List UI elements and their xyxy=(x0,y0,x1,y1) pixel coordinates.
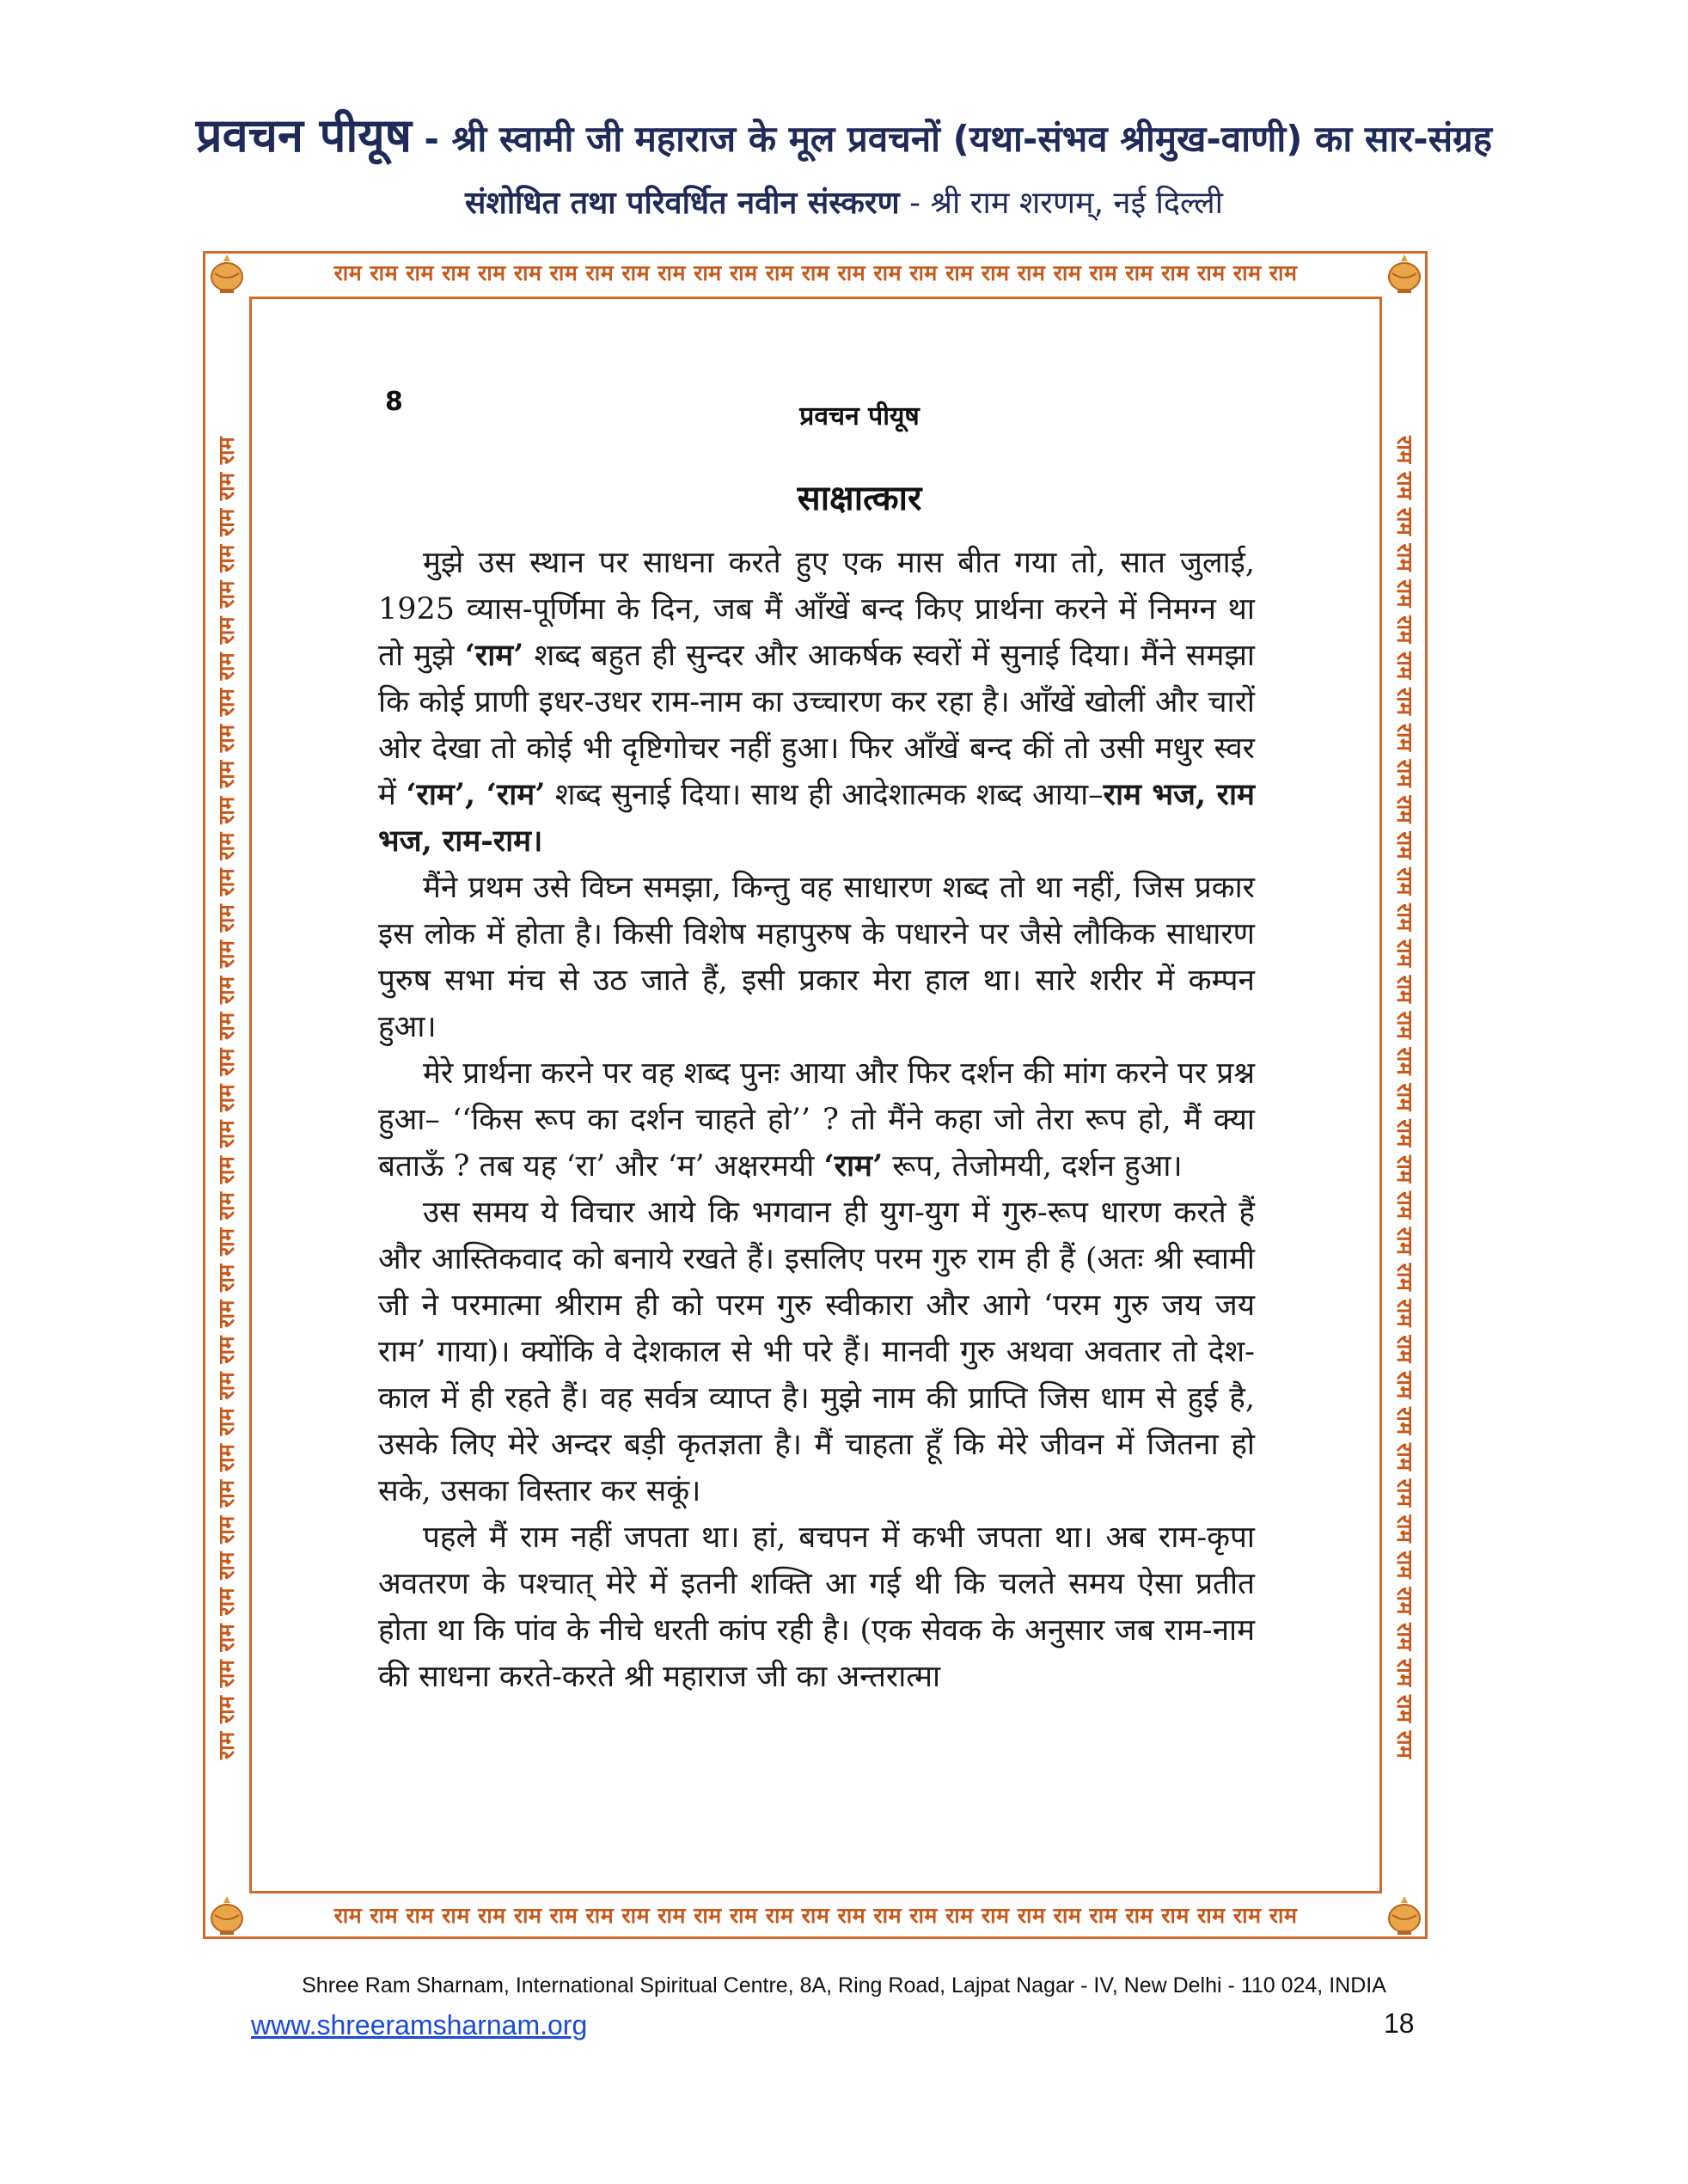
website-link[interactable]: www.shreeramsharnam.org xyxy=(251,2010,588,2040)
paragraph-text: मैंने प्रथम उसे विघ्न समझा, किन्तु वह साधारण शब्द तो था नहीं, जिस प्रकार इस लोक में होता है। किसी विशेष महापुरुष के पधारने पर जैसे लौकिक साधारण पुरुष सभा मंच से उठ जाते हैं, इसी प्रकार मेरा हाल था। सारे शरीर में कम्पन हुआ। xyxy=(378,871,1255,1044)
body-paragraph xyxy=(378,865,1255,1050)
body-paragraph xyxy=(378,1050,1255,1190)
ram-border-left: राम राम राम राम राम राम राम राम राम राम राम राम राम राम राम राम राम राम राम राम राम राम राम राम राम राम राम राम राम राम राम राम राम राम राम राम राम xyxy=(214,436,239,1759)
ram-border-top: राम राम राम राम राम राम राम राम राम राम राम राम राम राम राम राम राम राम राम राम राम राम राम राम राम राम राम xyxy=(333,260,1298,285)
emphasis-text: ‘राम’, ‘राम’ xyxy=(406,777,546,812)
document-header-edition xyxy=(0,182,1688,225)
paragraph-text: मुझे उस स्थान पर साधना करते हुए एक मास बीत गया तो, सात जुलाई, 1925 व्यास-पूर्णिमा के दिन, जब मैं आँखें बन्द किए प्रार्थना करने में निमग्न था तो मुझे xyxy=(378,546,1255,673)
body-paragraph xyxy=(378,1190,1255,1514)
decorative-pot-icon xyxy=(205,1893,249,1937)
body-paragraph xyxy=(378,1514,1255,1700)
title-separator: - xyxy=(411,118,452,160)
decorative-pot-icon xyxy=(1382,1893,1427,1937)
section-title: साक्षात्कार xyxy=(797,479,922,518)
footer-page-number: 18 xyxy=(1384,2008,1415,2039)
running-head: प्रवचन पीयूष xyxy=(799,401,920,431)
footer-address: Shree Ram Sharnam, International Spiritual Centre, 8A, Ring Road, Lajpat Nagar - IV, New Delhi - 110 024, INDIA xyxy=(302,1973,1386,1997)
book-subtitle: श्री स्वामी जी महाराज के मूल प्रवचनों (यथा-संभव श्रीमुख-वाणी) का सार-संग्रह xyxy=(451,118,1493,160)
paragraph-text: शब्द बहुत ही सुन्दर और आकर्षक स्वरों में सुनाई दिया। मैंने समझा कि कोई प्राणी इधर-उधर राम-नाम का उच्चारण कर रहा है। आँखें खोलीं और चारों ओर देखा तो कोई भी दृष्टिगोचर नहीं हुआ। फिर आँखें बन्द कीं तो उसी मधुर स्वर में xyxy=(378,639,1255,812)
ram-border-right: राम राम राम राम राम राम राम राम राम राम राम राम राम राम राम राम राम राम राम राम राम राम राम राम राम राम राम राम राम राम राम राम राम राम राम राम राम xyxy=(1392,436,1417,1759)
body-paragraph xyxy=(378,540,1255,865)
body-text xyxy=(378,540,1255,1700)
paragraph-text: मेरे प्रार्थना करने पर वह शब्द पुनः आया और फिर दर्शन की मांग करने पर प्रश्न हुआ– ‘‘किस रूप का दर्शन चाहते हो’’ ? तो मैंने कहा जो तेरा रूप हो, मैं क्या बताऊँ ? तब यह ‘रा’ और ‘म’ अक्षरमयी xyxy=(378,1056,1255,1184)
emphasis-text: राम भज, राम भज, राम-राम। xyxy=(378,777,1255,859)
book-page-number: 8 xyxy=(385,387,403,417)
paragraph-text: उस समय ये विचार आये कि भगवान ही युग-युग में गुरु-रूप धारण करते हैं और आस्तिकवाद को बनाये रखते हैं। इसलिए परम गुरु राम ही हैं (अतः श्री स्वामी जी ने परमात्मा श्रीराम ही को परम गुरु स्वीकारा और आगे ‘परम गुरु जय जय राम’ गाया)। क्योंकि वे देशकाल से भी परे हैं। मानवी गुरु अथवा अवतार तो देश-काल में ही रहते हैं। वह सर्वत्र व्याप्त है। मुझे नाम की प्राप्ति जिस धाम से हुई है, उसके लिए मेरे अन्दर बड़ी कृतज्ञता है। मैं चाहता हूँ कि मेरे जीवन में जितना हो सके, उसका विस्तार कर सकूं। xyxy=(378,1196,1255,1508)
emphasis-text: ‘राम’ xyxy=(464,638,524,673)
book-title: प्रवचन पीयूष xyxy=(195,108,412,162)
decorative-pot-icon xyxy=(205,251,249,296)
document-header-title xyxy=(0,110,1688,165)
paragraph-text: शब्द सुनाई दिया। साथ ही आदेशात्मक शब्द आया– xyxy=(545,778,1104,812)
publisher-label: - श्री राम शरणम्, नई दिल्ली xyxy=(899,186,1223,221)
paragraph-text: पहले मैं राम नहीं जपता था। हां, बचपन में कभी जपता था। अब राम-कृपा अवतरण के पश्चात् मेरे में इतनी शक्ति आ गई थी कि चलते समय ऐसा प्रतीत होता था कि पांव के नीचे धरती कांप रही है। (एक सेवक के अनुसार जब राम-नाम की साधना करते-करते श्री महाराज जी का अन्तरात्मा xyxy=(378,1520,1255,1694)
edition-label: संशोधित तथा परिवर्धित नवीन संस्करण xyxy=(465,186,900,221)
decorative-pot-icon xyxy=(1382,251,1427,296)
paragraph-text: रूप, तेजोमयी, दर्शन हुआ। xyxy=(883,1149,1183,1184)
ram-border-bottom: राम राम राम राम राम राम राम राम राम राम राम राम राम राम राम राम राम राम राम राम राम राम राम राम राम राम राम xyxy=(333,1903,1298,1928)
emphasis-text: ‘राम’ xyxy=(823,1148,884,1184)
